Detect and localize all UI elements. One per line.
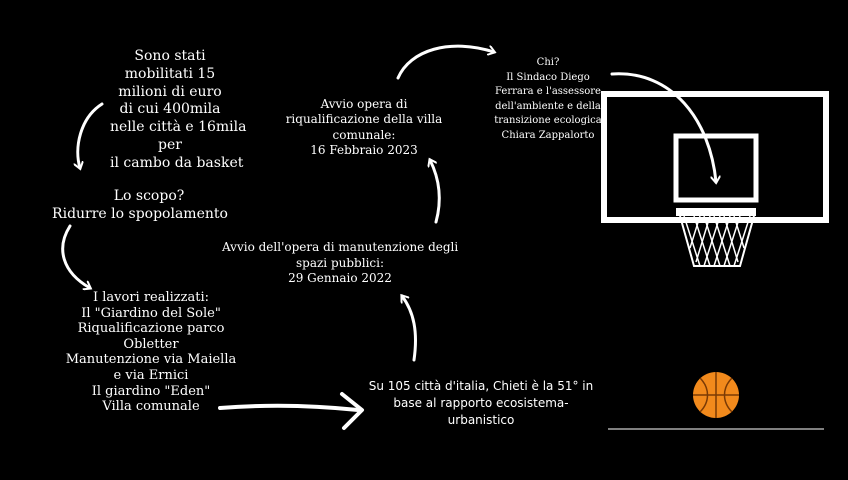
purpose-question: Lo scopo?: [113, 188, 185, 204]
who-line: Ferrara e l'assessore: [495, 86, 601, 97]
funding-line: per: [158, 136, 182, 153]
works-item: e via Ernici: [113, 367, 189, 383]
who-line: transizione ecologica: [494, 115, 602, 126]
maintenance-line: spazi pubblici:: [295, 255, 385, 270]
arrow-who-to-hoop-icon: [612, 74, 716, 182]
villa-date: 16 Febbraio 2023: [310, 143, 418, 158]
basketball-icon: [693, 372, 739, 418]
arrow-purpose-to-works-icon: [63, 226, 90, 288]
who-line: Il Sindaco Diego: [506, 71, 590, 83]
purpose-answer: Ridurre lo spopolamento: [52, 206, 228, 222]
works-item: Il "Giardino del Sole": [81, 305, 221, 321]
who-line: dell'ambiente e della: [495, 100, 601, 112]
funding-line: mobilitati 15: [124, 65, 216, 82]
funding-line: nelle città e 16mila: [110, 119, 247, 136]
who-line: Chiara Zappalorto: [501, 129, 595, 141]
funding-text: [110, 48, 247, 173]
works-item: Il giardino "Eden": [91, 383, 211, 399]
villa-line: comunale:: [332, 127, 396, 142]
funding-line: di cui 400mila: [119, 101, 221, 118]
ranking-text: [366, 378, 596, 429]
works-item: Manutenzione via Maiella: [65, 352, 237, 368]
arrow-maintenance-to-villa-icon: [430, 160, 439, 222]
arrow-ranking-to-maintenance-icon: [402, 296, 416, 360]
villa-text: [284, 97, 444, 159]
works-item: Villa comunale: [102, 399, 200, 415]
who-question: Chi?: [536, 57, 560, 68]
purpose-text: [40, 187, 240, 223]
arrow-funding-to-purpose-icon: [78, 104, 102, 168]
ranking-line: base al rapporto ecosistema-: [393, 396, 569, 410]
maintenance-date: 29 Gennaio 2022: [288, 271, 392, 286]
villa-line: riqualificazione della villa: [285, 112, 443, 127]
maintenance-line: Avvio dell'opera di manutenzione degli: [222, 240, 459, 254]
works-title: I lavori realizzati:: [92, 290, 210, 305]
maintenance-text: [222, 240, 458, 287]
funding-line: milioni di euro: [118, 83, 222, 100]
ranking-line: Su 105 città d'italia, Chieti è la 51° in: [368, 379, 594, 393]
funding-line: il cambo da basket: [110, 154, 244, 171]
works-item: Riqualificazione parco: [77, 321, 225, 337]
villa-line: Avvio opera di: [320, 97, 408, 111]
who-text: [478, 56, 618, 143]
ranking-line: urbanistico: [447, 413, 515, 427]
funding-line: Sono stati: [134, 48, 206, 64]
works-text: [56, 290, 246, 415]
works-item: Obletter: [123, 336, 179, 352]
